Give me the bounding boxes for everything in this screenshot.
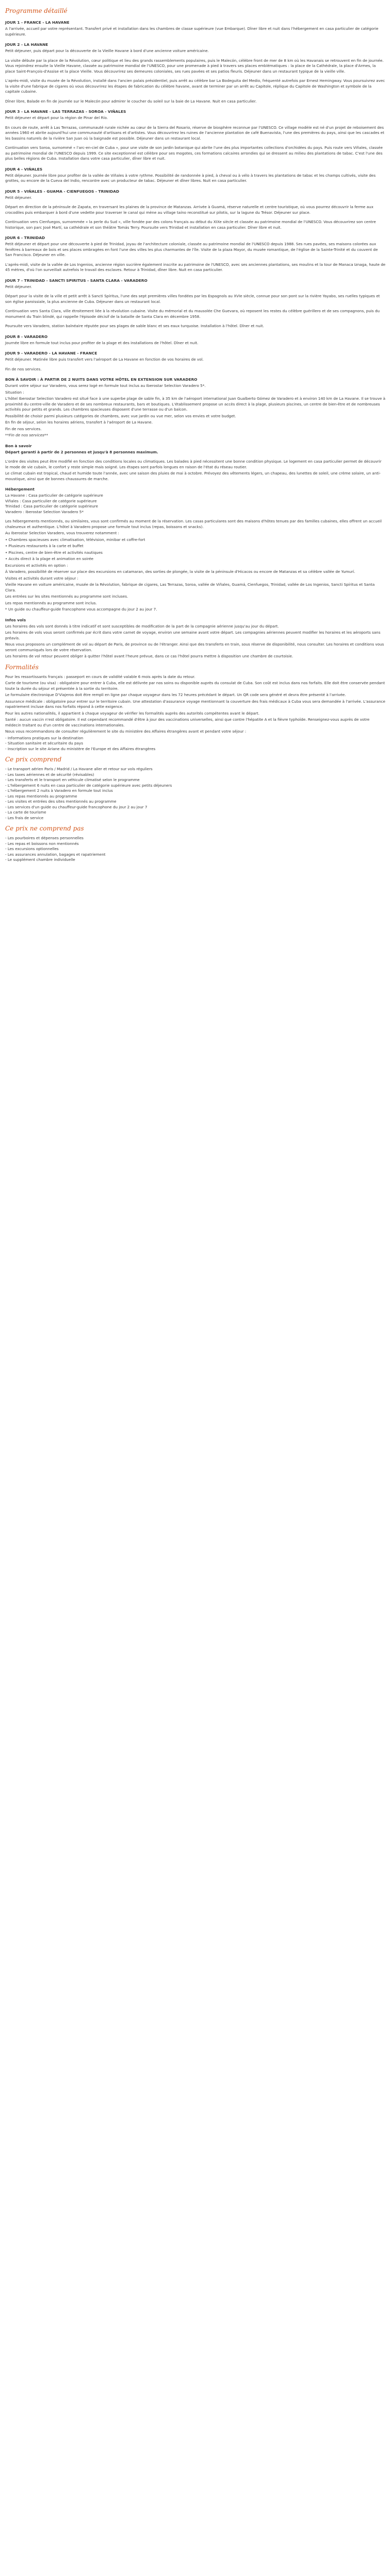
options-paragraph: Fin de nos services. xyxy=(5,426,42,431)
bon-a-savoir-paragraphs-3 xyxy=(5,563,386,613)
bon-a-savoir-block xyxy=(5,443,386,613)
formalites-paragraphs xyxy=(5,674,386,735)
non-inclus-item: - Les assurances annulation, bagages et rapatriement xyxy=(5,852,106,857)
day-title: JOUR 5 - VIÑALES - GUAMA - CIENFUEGOS - TRINIDAD xyxy=(5,189,119,194)
inclus-item: - Le transport aérien Paris / Madrid / La Havane aller et retour sur vols réguliers xyxy=(5,767,153,771)
bon-a-savoir-paragraph: Les hébergements mentionnés, ou similaires, vous sont confirmés au moment de la réservation. Les casas particulares sont des maisons d'hôtes tenues par des familles cubaines, elles offrent un accueil chaleureux et authentique. L'hôtel à Varadero propose une formule tout inclus (repas, boissons et snacks). xyxy=(5,519,382,529)
day-title: JOUR 9 - VARADERO - LA HAVANE - FRANCE xyxy=(5,351,97,355)
day-paragraph: Départ en direction de la péninsule de Zapata, en traversant les plaines de la province de Matanzas. Arrivée à Guamá, réserve naturelle et centre touristique, où vous pourrez découvrir la ferme aux crocodiles puis embarquer à bord d'une vedette pour traverser le canal qui mène au village taíno reconstitué sur pilotis, sur la lagune du Trésor. Déjeuner sur place. xyxy=(5,205,373,215)
day-paragraph: Petit déjeuner, puis départ pour la découverte de la Vieille Havane à bord d'une ancienne voiture américaine. xyxy=(5,48,209,53)
options-suffix-note: **Fin de nos services** xyxy=(5,433,48,437)
formalites-paragraph: Assurance médicale : obligatoire pour entrer sur le territoire cubain. Une attestation d'assurance voyage mentionnant la couverture des frais médicaux à Cuba vous sera demandée à l'arrivée. L'assurance rapatriement incluse dans nos forfaits répond à cette exigence. xyxy=(5,699,385,709)
options-paragraph: En fin de séjour, selon les horaires aériens, transfert à l'aéroport de La Havane. xyxy=(5,420,153,425)
options-heading: BON À SAVOIR : À PARTIR DE 2 NUITS DANS VOTRE HÔTEL EN EXTENSION SUR VARADERO xyxy=(5,377,198,382)
infos-vols-paragraph: Les horaires de vols vous seront confirmés par écrit dans votre carnet de voyage, environ une semaine avant votre départ. Les compagnies aériennes peuvent modifier les horaires et les aéroports sans préavis. xyxy=(5,630,381,640)
bon-a-savoir-paragraph: Vieille Havane en voiture américaine, musée de la Révolution, fabrique de cigares, Las Terrazas, Soroa, vallée de Viñales, Guamá, Cienfuegos, Trinidad, vallée de Los Ingenios, Sancti Spíritus et Santa Clara. xyxy=(5,582,375,592)
day-paragraph: L'après-midi, visite de la vallée de Los Ingenios, ancienne région sucrière également inscrite au patrimoine de l'UNESCO, avec ses anciennes plantations, ses moulins et la tour de Manaca Iznaga, haute de 45 mètres, d'où l'on surveillait autrefois le travail des esclaves. Retour à Trinidad, dîner libre. Nuit en casa particulier. xyxy=(5,262,386,272)
non-inclus-heading: Ce prix ne comprend pas xyxy=(5,825,84,832)
programme-heading: Programme détaillé xyxy=(5,7,68,14)
infos-vols-paragraph: Les horaires des vols sont donnés à titre indicatif et sont susceptibles de modification de la part de la compagnie aérienne jusqu'au jour du départ. xyxy=(5,623,279,629)
bon-a-savoir-paragraph: L'ordre des visites peut être modifié en fonction des conditions locales ou climatiques. Les balades à pied nécessitent une bonne condition physique. Le logement en casa particulier permet de découvrir le mode de vie cubain, le confort y reste simple mais soigné. Les étapes sont parfois longues en raison de l'état du réseau routier. xyxy=(5,459,382,469)
hebergement-item: Trinidad : Casa particulier de catégorie supérieure xyxy=(5,504,99,509)
formalites-paragraph: Le formulaire électronique D'Viajeros doit être rempli en ligne par chaque voyageur dans les 72 heures précédant le départ. Un QR code sera généré et devra être présenté à l'arrivée. xyxy=(5,692,346,697)
bon-a-savoir-lead: Départ garanti à partir de 2 personnes et jusqu'à 8 personnes maximum. xyxy=(5,449,158,454)
inclus-item: - L'hébergement 2 nuits à Varadero en formule tout inclus xyxy=(5,788,113,793)
inclus-heading: Ce prix comprend xyxy=(5,756,62,763)
day-paragraph: Fin de nos services. xyxy=(5,366,42,371)
non-inclus-item: - Les excursions optionnelles xyxy=(5,846,59,851)
formalites-list-item: - Informations pratiques sur la destination xyxy=(5,735,84,740)
day-paragraph: Continuation vers Cienfuegos, surnommée « la perle du Sud », ville fondée par des colons français au début du XIXe siècle et classée au patrimoine mondial de l'UNESCO. Vous découvrirez son centre historique, son parc José Martí, sa cathédrale et son théâtre Tomás Terry. Poursuite vers Trinidad et installation en casa particulier. Dîner libre et nuit. xyxy=(5,219,376,230)
options-block xyxy=(5,377,386,438)
hebergement-item: La Havane : Casa particulier de catégorie supérieure xyxy=(5,493,103,498)
programme-list xyxy=(5,20,386,372)
bon-a-savoir-paragraph: Visites et activités durant votre séjour : xyxy=(5,575,78,581)
day-paragraph: Petit déjeuner. xyxy=(5,195,32,200)
formalites-list-item: - Situation sanitaire et sécuritaire du pays xyxy=(5,741,83,745)
non-inclus-item: - Les pourboires et dépenses personnelles xyxy=(5,836,84,840)
formalites-paragraph: Santé : aucun vaccin n'est obligatoire. Il est cependant recommandé d'être à jour des vaccinations universelles, ainsi que contre l'hépatite A et la fièvre typhoïde. Renseignez-vous auprès de votre médecin traitant ou d'un centre de vaccinations internationales. xyxy=(5,717,370,727)
day-paragraph: Petit déjeuner. xyxy=(5,284,32,289)
day-title: JOUR 7 - TRINIDAD - SANCTI SPIRITUS - SANTA CLARA - VARADERO xyxy=(5,278,148,283)
formalites-heading: Formalités xyxy=(5,663,39,671)
bon-a-savoir-paragraph: • Plusieurs restaurants à la carte et buffet xyxy=(5,544,84,548)
bon-a-savoir-paragraph: * Un guide ou chauffeur-guide francophone vous accompagne du jour 2 au jour 7. xyxy=(5,607,157,612)
day-paragraph: Départ pour la visite de la ville et petit arrêt à Sancti Spíritus, l'une des sept premières villes fondées par les Espagnols au XVIe siècle, connue pour son pont sur la rivière Yayabo, ses ruelles typiques et son église paroissiale, la plus ancienne de Cuba. Déjeuner dans un restaurant local. xyxy=(5,294,380,304)
inclus-item: - L'hébergement 6 nuits en casa particulier de catégorie supérieure avec petits déjeuners xyxy=(5,783,172,788)
non-inclus-list xyxy=(5,836,386,863)
bon-a-savoir-paragraph: • Chambres spacieuses avec climatisation, télévision, minibar et coffre-fort xyxy=(5,537,145,542)
infos-vols-title: Infos vols xyxy=(5,617,26,622)
hebergement-item: Viñales : Casa particulier de catégorie supérieure xyxy=(5,498,97,503)
day-paragraph: Journée libre en formule tout inclus pour profiter de la plage et des installations de l'hôtel. Dîner et nuit. xyxy=(5,340,199,345)
inclus-item: - La carte de tourisme xyxy=(5,810,46,815)
day-paragraph: Dîner libre, Balade en fin de journée sur le Malecón pour admirer le coucher du soleil sur la baie de La Havane. Nuit en casa particulier. xyxy=(5,98,257,104)
bon-a-savoir-title: Bon à savoir xyxy=(5,443,32,448)
day-paragraph: A l'arrivée, accueil par votre représentant. Transfert privé et installation dans les chambres de classe supérieure (vue Embarque). Dîner libre et nuit dans l'hébergement en casa particulier de catégorie supérieure. xyxy=(5,26,379,37)
bon-a-savoir-paragraph: • Accès direct à la plage et animation en soirée xyxy=(5,556,94,561)
hebergement-title: Hébergement xyxy=(5,487,35,492)
day-paragraph: L'après-midi, visite du musée de la Révolution, installé dans l'ancien palais présidentiel, puis arrêt au célèbre bar La Bodeguita del Medio, fréquenté autrefois par Ernest Hemingway. Vous poursuivrez avec la visite d'une fabrique de cigares où vous découvrirez les étapes de fabrication du célèbre havane, avant de terminer par un arrêt au Capitole, réplique du Capitole de Washington et symbole de la capitale cubaine. xyxy=(5,78,385,94)
infos-vols-paragraphs xyxy=(5,624,386,659)
inclus-item: - Les transferts et le transport en véhicule climatisé selon le programme xyxy=(5,777,140,782)
formalites-paragraph: Pour les ressortissants français : passeport en cours de validité valable 6 mois après la date du retour. xyxy=(5,674,196,679)
inclus-item: - Les repas mentionnés au programme xyxy=(5,793,77,799)
day-paragraph: Petit déjeuner et départ pour une découverte à pied de Trinidad, joyau de l'architecture coloniale, classée au patrimoine mondial de l'UNESCO depuis 1988. Ses rues pavées, ses maisons colorées aux fenêtres à barreaux de bois et ses places ombragées en font l'une des villes les plus charmantes de l'île. Visite de la plaza Mayor, du musée romantique, de l'église de la Sainte-Trinité et du couvent de San Francisco. Déjeuner en ville. xyxy=(5,242,378,257)
day-paragraph: Continuation vers Santa Clara, ville étroitement liée à la révolution cubaine. Visite du mémorial et du mausolée Che Guevara, où reposent les restes du célèbre guérillero et de ses compagnons, puis du monument du Train blindé, qui rappelle l'épisode décisif de la bataille de Santa Clara en décembre 1958. xyxy=(5,309,380,319)
day-title: JOUR 1 - FRANCE - LA HAVANE xyxy=(5,20,70,25)
formalites-list-item: - Inscription sur le site Ariane du ministère de l'Europe et des Affaires étrangères xyxy=(5,746,156,751)
inclus-item: - Les visites et entrées des sites mentionnés au programme xyxy=(5,799,117,804)
infos-vols-block xyxy=(5,617,386,659)
inclus-list xyxy=(5,767,386,821)
non-inclus-item: - Les repas et boissons non mentionnés xyxy=(5,841,79,846)
options-paragraph: Situation : xyxy=(5,389,24,395)
options-paragraph: L'hôtel Iberostar Selection Varadero est situé face à une superbe plage de sable fin, à 35 km de l'aéroport international Juan Gualberto Gómez de Varadero et à environ 140 km de La Havane. Il se trouve à proximité du centre-ville de Varadero et de ses nombreux restaurants, bars et boutiques. L'établissement propose un accès direct à la plage, plusieurs piscines, un centre de bien-être et de nombreuses activités pour petits et grands. Les chambres spacieuses disposent d'une terrasse ou d'un balcon. xyxy=(5,396,385,412)
day-title: JOUR 8 - VARADERO xyxy=(5,334,48,339)
day-paragraph: En cours de route, arrêt à Las Terrazas, communauté rurale nichée au cœur de la Sierra del Rosario, réserve de biosphère reconnue par l'UNESCO. Ce village modèle est né d'un projet de reboisement des années 1960 et abrite aujourd'hui une communauté d'artisans et d'artistes. Vous découvrirez les ruines de l'ancienne plantation de café Buenavista, l'une des premières du pays, ainsi que les cascades et les bassins naturels de la rivière San Juan où la baignade est possible. Déjeuner dans un restaurant local. xyxy=(5,125,384,141)
formalites-paragraph: Nous vous recommandons de consulter régulièrement le site du ministère des Affaires étrangères avant et pendant votre séjour : xyxy=(5,729,247,734)
day-title: JOUR 6 - TRINIDAD xyxy=(5,235,45,240)
bon-a-savoir-paragraph: À Varadero, possibilité de réserver sur place des excursions en catamaran, des sorties de plongée, la visite de la péninsule d'Hicacos ou encore de Matanzas et sa célèbre vallée de Yumurí. xyxy=(5,569,355,574)
formalites-paragraph: Pour les autres nationalités, il appartient à chaque voyageur de vérifier les formalités auprès des autorités compétentes avant le départ. xyxy=(5,710,259,716)
page xyxy=(0,0,391,877)
bon-a-savoir-paragraph: Le climat cubain est tropical, chaud et humide toute l'année, avec une saison des pluies de mai à octobre. Prévoyez des vêtements légers, un chapeau, des lunettes de soleil, une crème solaire, un anti-moustique, ainsi que de bonnes chaussures de marche. xyxy=(5,471,381,481)
infos-vols-paragraph: Nous vous proposons un complément de vol au départ de Paris, de province ou de l'étranger. Ainsi que des transferts en train, sous réserve de disponibilité, nous consulter. Les horaires et conditions vous seront communiqués lors de votre réservation. xyxy=(5,642,384,652)
hebergement-item: Varadero : Iberostar Selection Varadero 5* xyxy=(5,509,84,514)
infos-vols-paragraph: Les horaires de vol retour peuvent obliger à quitter l'hôtel avant l'heure prévue, dans ce cas l'hôtel pourra mettre à disposition une chambre de courtoisie. xyxy=(5,654,294,658)
day-paragraph: Petit déjeuner. Matinée libre puis transfert vers l'aéroport de La Havane en fonction de vos horaires de vol. xyxy=(5,357,204,362)
inclus-item: - Les taxes aériennes et de sécurité (révisables) xyxy=(5,772,94,777)
inclus-item: - Les frais de service xyxy=(5,815,44,820)
options-paragraph: Durant votre séjour sur Varadero, vous serez logé en formule tout inclus au Iberostar Selection Varadero 5*. xyxy=(5,383,206,388)
bon-a-savoir-paragraph: Les entrées sur les sites mentionnés au programme sont incluses. xyxy=(5,594,128,599)
non-inclus-item: - Le supplément chambre individuelle xyxy=(5,857,75,862)
day-paragraph: Petit déjeuner et départ pour la région de Pinar del Río. xyxy=(5,115,108,120)
day-paragraph: La visite débute par la place de la Révolution, cœur politique et lieu des grands rassemblements populaires, puis le Malecón, célèbre front de mer de 8 km où les Havanais se retrouvent en fin de journée. Vous rejoindrez ensuite la Vieille Havane, classée au patrimoine mondial de l'UNESCO, pour une promenade à pied à travers ses places emblématiques : la place de la Cathédrale, la place d'Armes, la place Saint-François-d'Assise et la place Vieille. Vous découvrirez ses demeures coloniales, ses rues pavées et ses patios fleuris. Déjeuner dans un restaurant typique de la vieille ville. xyxy=(5,58,384,74)
inclus-item: - Les services d'un guide ou chauffeur-guide francophone du jour 2 au jour 7 xyxy=(5,804,148,809)
day-title: JOUR 4 - VIÑALES xyxy=(5,166,43,172)
formalites-list xyxy=(5,736,386,752)
bon-a-savoir-paragraphs-2 xyxy=(5,519,386,562)
day-paragraph: Petit déjeuner. Journée libre pour profiter de la vallée de Viñales à votre rythme. Possibilité de randonnée à pied, à cheval ou à vélo à travers les plantations de tabac et les champs cultivés, visite des grottes, ou encore de la Cueva del Indio, rencontre avec un producteur de tabac. Déjeuner et dîner libres. Nuit en casa particulier. xyxy=(5,173,376,183)
day-paragraph: Continuation vers Soroa, surnommé « l'arc-en-ciel de Cuba », pour une visite de son jardin botanique qui abrite l'une des plus importantes collections d'orchidées du pays. Puis route vers Viñales, classée au patrimoine mondial de l'UNESCO depuis 1999. Ce site exceptionnel est célèbre pour ses mogotes, ces formations calcaires arrondies qui se dressent au milieu des plantations de tabac. C'est l'une des plus belles régions de Cuba. Installation dans votre casa particulier, dîner libre et nuit. xyxy=(5,145,383,161)
day-title: JOUR 2 - LA HAVANE xyxy=(5,42,48,47)
formalites-paragraph: Carte de tourisme (ou visa) : obligatoire pour entrer à Cuba, elle est délivrée par nos soins ou disponible auprès du consulat de Cuba. Son coût est inclus dans nos forfaits. Elle doit être conservée pendant toute la durée du séjour et présentée à la sortie du territoire. xyxy=(5,681,385,691)
bon-a-savoir-paragraph: Les repas mentionnés au programme sont inclus. xyxy=(5,600,97,605)
day-title: JOUR 3 - LA HAVANE - LAS TERRAZAS - SOROA - VIÑALES xyxy=(5,109,126,114)
bon-a-savoir-paragraph: Excursions et activités en option : xyxy=(5,563,68,568)
bon-a-savoir-paragraph: Au Iberostar Selection Varadero, vous trouverez notamment : xyxy=(5,531,119,535)
bon-a-savoir-paragraphs xyxy=(5,459,386,482)
day-paragraph: Poursuite vers Varadero, station balnéaire réputée pour ses plages de sable blanc et ses eaux turquoise. Installation à l'hôtel. Dîner et nuit. xyxy=(5,324,264,328)
bon-a-savoir-paragraph: • Piscines, centre de bien-être et activités nautiques xyxy=(5,550,103,555)
hebergement-list xyxy=(5,493,386,515)
options-paragraphs xyxy=(5,383,386,432)
options-paragraph: Possibilité de choisir parmi plusieurs catégories de chambres, avec vue jardin ou vue mer, selon vos envies et votre budget. xyxy=(5,413,236,418)
